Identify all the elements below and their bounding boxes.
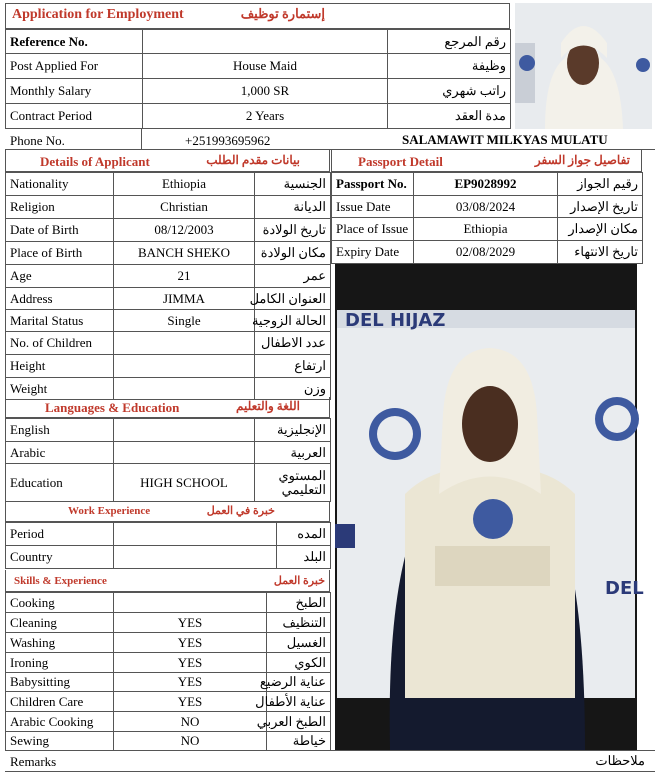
- form-title-ar: إستمارة توظيف: [240, 6, 325, 21]
- arabic-cooking-label-ar: الطبخ العربي: [267, 712, 331, 732]
- sewing-label-ar: خياطة: [267, 732, 331, 751]
- portrait-illustration: [515, 3, 652, 129]
- issue-date-label-ar: تاريخ الإصدار: [558, 196, 643, 218]
- table-row: [6, 673, 331, 692]
- children-care-label-ar: عناية الأطفال: [267, 692, 331, 712]
- country-label: Country: [6, 546, 114, 569]
- nationality-value: Ethiopia: [114, 173, 255, 196]
- height-value: [114, 355, 255, 378]
- expiry-label-ar: تاريخ الانتهاء: [558, 241, 643, 264]
- table-row: [6, 633, 331, 653]
- children-care-value: YES: [114, 692, 267, 712]
- table-row: [6, 653, 331, 673]
- post-label: Post Applied For: [6, 54, 143, 79]
- marital-label-ar: الحالة الزوجية: [255, 310, 331, 332]
- phone-value: +251993695962: [185, 133, 271, 148]
- table-row: [6, 355, 331, 378]
- dob-label-ar: تاريخ الولادة: [255, 219, 331, 242]
- table-row: [6, 265, 331, 288]
- table-row: [6, 310, 331, 332]
- cooking-label: Cooking: [6, 593, 114, 613]
- cleaning-label-ar: التنظيف: [267, 613, 331, 633]
- post-label-ar: وظيفة: [388, 54, 511, 79]
- place-issue-label-ar: مكان الإصدار: [558, 218, 643, 241]
- children-care-label: Children Care: [6, 692, 114, 712]
- table-row: [6, 104, 511, 129]
- table-row: [6, 288, 331, 310]
- work-title-ar: خبرة في العمل: [206, 505, 275, 517]
- dob-label: Date of Birth: [6, 219, 114, 242]
- expiry-label: Expiry Date: [332, 241, 414, 264]
- babysitting-value: YES: [114, 673, 267, 692]
- issue-date-value: 03/08/2024: [414, 196, 558, 218]
- height-label: Height: [6, 355, 114, 378]
- education-label-ar: المستوي التعليمي: [255, 464, 331, 502]
- country-value: [114, 546, 277, 569]
- passport-no-label: Passport No.: [332, 173, 414, 196]
- dob-value: 08/12/2003: [114, 219, 255, 242]
- washing-value: YES: [114, 633, 267, 653]
- table-row: [6, 732, 331, 751]
- table-row: [6, 79, 511, 104]
- cleaning-label: Cleaning: [6, 613, 114, 633]
- passport-no-value: EP9028992: [414, 173, 558, 196]
- religion-label: Religion: [6, 196, 114, 219]
- weight-label: Weight: [6, 378, 114, 400]
- washing-label: Washing: [6, 633, 114, 653]
- details-table: [5, 172, 331, 400]
- languages-title-ar: اللغة والتعليم: [236, 399, 300, 413]
- address-value: JIMMA: [114, 288, 255, 310]
- height-label-ar: ارتفاع: [255, 355, 331, 378]
- remarks-label: Remarks: [10, 754, 57, 769]
- period-label-ar: المده: [277, 523, 331, 546]
- sewing-value: NO: [114, 732, 267, 751]
- period-label: Period: [6, 523, 114, 546]
- phone-label: Phone No.: [10, 133, 65, 148]
- religion-label-ar: الديانة: [255, 196, 331, 219]
- table-row: [6, 546, 331, 569]
- table-row: [332, 241, 643, 264]
- table-row: [332, 196, 643, 218]
- table-row: [6, 442, 331, 464]
- education-value: HIGH SCHOOL: [114, 464, 255, 502]
- babysitting-label-ar: عناية الرضيع: [267, 673, 331, 692]
- children-label-ar: عدد الاطفال: [255, 332, 331, 355]
- contract-label-ar: مدة العقد: [388, 104, 511, 129]
- children-value: [114, 332, 255, 355]
- cooking-value: [114, 593, 267, 613]
- skills-title-en: Skills & Experience: [14, 575, 107, 587]
- country-label-ar: البلد: [277, 546, 331, 569]
- passport-title-en: Passport Detail: [358, 154, 443, 169]
- salary-label: Monthly Salary: [6, 79, 143, 104]
- full-body-illustration: [335, 264, 644, 750]
- washing-label-ar: الغسيل: [267, 633, 331, 653]
- age-value: 21: [114, 265, 255, 288]
- details-title-en: Details of Applicant: [40, 154, 150, 169]
- arabic-label-ar: العربية: [255, 442, 331, 464]
- expiry-value: 02/08/2029: [414, 241, 558, 264]
- passport-title-ar: تفاصيل جواز السفر: [534, 153, 630, 167]
- table-row: [6, 419, 331, 442]
- table-row: [6, 173, 331, 196]
- banner-text-top: DEL HIJAZ: [345, 310, 446, 331]
- religion-value: Christian: [114, 196, 255, 219]
- marital-value: Single: [114, 310, 255, 332]
- issue-date-label: Issue Date: [332, 196, 414, 218]
- cleaning-value: YES: [114, 613, 267, 633]
- ironing-label: Ironing: [6, 653, 114, 673]
- address-label-ar: العنوان الكامل: [255, 288, 331, 310]
- form-title-en: Application for Employment: [12, 7, 184, 22]
- contract-value: 2 Years: [143, 104, 388, 129]
- portrait-photo: [515, 3, 652, 129]
- place-issue-label: Place of Issue: [332, 218, 414, 241]
- pob-label: Place of Birth: [6, 242, 114, 265]
- babysitting-label: Babysitting: [6, 673, 114, 692]
- work-header: [5, 501, 330, 522]
- english-value: [114, 419, 255, 442]
- contract-label: Contract Period: [6, 104, 143, 129]
- sewing-label: Sewing: [6, 732, 114, 751]
- skills-title-ar: خبرة العمل: [273, 575, 325, 587]
- age-label: Age: [6, 265, 114, 288]
- ironing-value: YES: [114, 653, 267, 673]
- remarks-label-ar: ملاحظات: [595, 753, 645, 768]
- table-row: [6, 54, 511, 79]
- table-row: [6, 30, 511, 54]
- table-row: [332, 218, 643, 241]
- application-table: [5, 29, 511, 129]
- nationality-label: Nationality: [6, 173, 114, 196]
- phone-divider: [141, 129, 142, 150]
- education-label: Education: [6, 464, 114, 502]
- skills-table: [5, 592, 331, 751]
- table-row: [6, 242, 331, 265]
- table-row: [6, 196, 331, 219]
- work-title-en: Work Experience: [68, 505, 151, 517]
- children-label: No. of Children: [6, 332, 114, 355]
- table-row: [332, 173, 643, 196]
- table-row: [6, 613, 331, 633]
- nationality-label-ar: الجنسية: [255, 173, 331, 196]
- arabic-cooking-label: Arabic Cooking: [6, 712, 114, 732]
- table-row: [6, 464, 331, 502]
- age-label-ar: عمر: [255, 265, 331, 288]
- address-label: Address: [6, 288, 114, 310]
- table-row: [6, 712, 331, 732]
- english-label: English: [6, 419, 114, 442]
- work-table: [5, 522, 331, 569]
- arabic-cooking-value: NO: [114, 712, 267, 732]
- full-body-photo: [335, 264, 644, 750]
- place-issue-value: Ethiopia: [414, 218, 558, 241]
- table-row: [6, 219, 331, 242]
- weight-label-ar: وزن: [255, 378, 331, 400]
- marital-label: Marital Status: [6, 310, 114, 332]
- salary-value: 1,000 SR: [143, 79, 388, 104]
- reference-label-ar: رقم المرجع: [388, 30, 511, 54]
- remarks-row: [5, 750, 655, 772]
- table-row: [6, 523, 331, 546]
- banner-text-right: DEL: [605, 578, 644, 599]
- reference-label: Reference No.: [6, 30, 143, 54]
- table-row: [6, 332, 331, 355]
- post-value: House Maid: [143, 54, 388, 79]
- passport-table: [331, 172, 643, 264]
- pob-value: BANCH SHEKO: [114, 242, 255, 265]
- languages-title-en: Languages & Education: [45, 400, 180, 415]
- arabic-value: [114, 442, 255, 464]
- pob-label-ar: مكان الولادة: [255, 242, 331, 265]
- passport-no-label-ar: رقيم الجواز: [558, 173, 643, 196]
- table-row: [6, 692, 331, 712]
- ironing-label-ar: الكوي: [267, 653, 331, 673]
- details-title-ar: بيانات مقدم الطلب: [206, 153, 300, 167]
- period-value: [114, 523, 277, 546]
- reference-value: [143, 30, 388, 54]
- languages-table: [5, 418, 331, 502]
- arabic-label: Arabic: [6, 442, 114, 464]
- cooking-label-ar: الطبخ: [267, 593, 331, 613]
- table-row: [6, 593, 331, 613]
- english-label-ar: الإنجليزية: [255, 419, 331, 442]
- applicant-name: SALAMAWIT MILKYAS MULATU: [402, 132, 608, 147]
- salary-label-ar: راتب شهري: [388, 79, 511, 104]
